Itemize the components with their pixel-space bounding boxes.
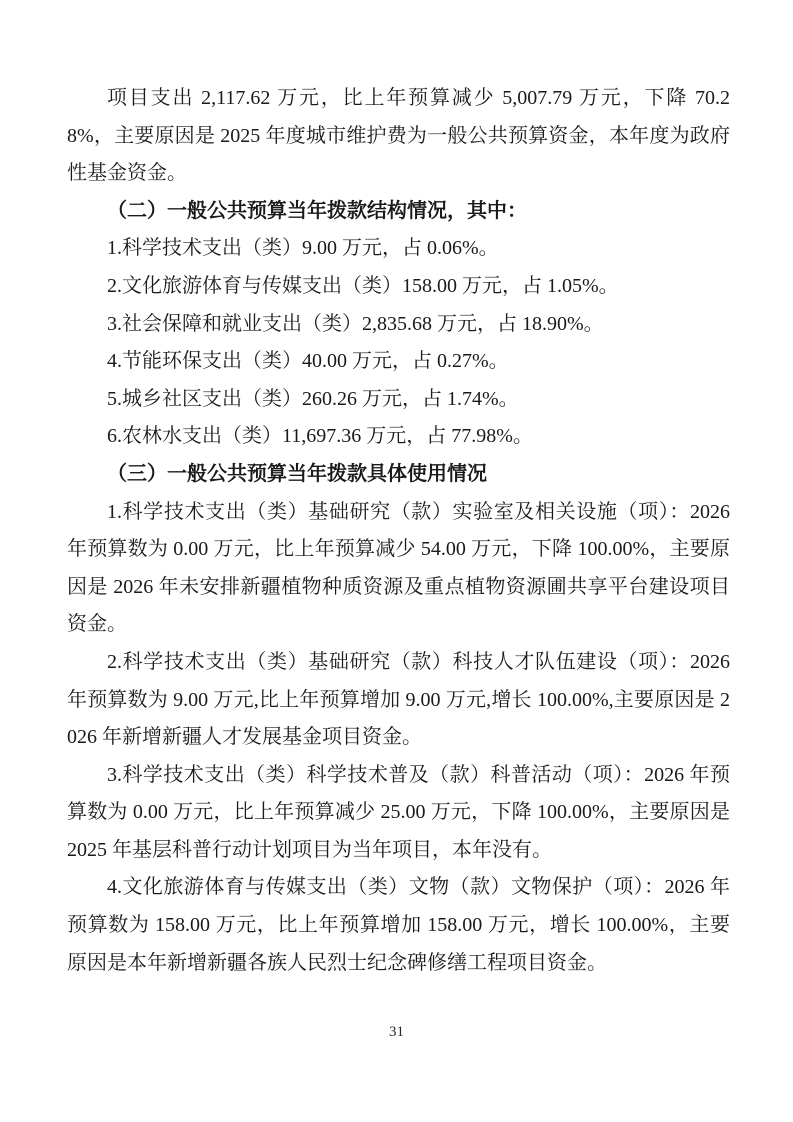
list-item-agriculture-water: 6.农林水支出（类）11,697.36 万元，占 77.98%。 bbox=[107, 425, 533, 448]
paragraph-talent-team: 2.科学技术支出（类）基础研究（款）科技人才队伍建设（项）：2026 年预算数为 9.00 万元,比上年预算增加 9.00 万元,增长 100.00%,主要原因是 2026 年新增新疆人才发展基金项目资金。 bbox=[67, 650, 730, 749]
list-item-urban-rural: 5.城乡社区支出（类）260.26 万元，占 1.74%。 bbox=[107, 387, 519, 410]
list-item-culture-tourism: 2.文化旅游体育与传媒支出（类）158.00 万元，占 1.05%。 bbox=[107, 274, 619, 297]
list-item-science-tech: 1.科学技术支出（类）9.00 万元，占 0.06%。 bbox=[107, 237, 499, 260]
section-heading-3: （三）一般公共预算当年拨款具体使用情况 bbox=[107, 462, 487, 485]
list-item-energy-conservation: 4.节能环保支出（类）40.00 万元，占 0.27%。 bbox=[107, 350, 509, 373]
list-item-social-security: 3.社会保障和就业支出（类）2,835.68 万元，占 18.90%。 bbox=[107, 312, 604, 335]
paragraph-project-expenditure: 项目支出 2,117.62 万元，比上年预算减少 5,007.79 万元，下降 70.28%，主要原因是 2025 年度城市维护费为一般公共预算资金，本年度为政府性基金资金。 bbox=[67, 87, 730, 185]
paragraph-science-popularization: 3.科学技术支出（类）科学技术普及（款）科普活动（项）：2026 年预算数为 0.00 万元，比上年预算减少 25.00 万元，下降 100.00%，主要原因是 2025 年基层科普行动计划项目为当年项目，本年没有。 bbox=[67, 763, 730, 861]
section-heading-2: （二）一般公共预算当年拨款结构情况，其中： bbox=[107, 199, 527, 222]
paragraph-lab-facilities: 1.科学技术支出（类）基础研究（款）实验室及相关设施（项）：2026 年预算数为 0.00 万元，比上年预算减少 54.00 万元，下降 100.00%，主要原因是 2026 年未安排新疆植物种质资源及重点植物资源圃共享平台建设项目资金。 bbox=[67, 500, 730, 636]
document-body bbox=[67, 80, 730, 982]
paragraph-cultural-relics: 4.文化旅游体育与传媒支出（类）文物（款）文物保护（项）：2026 年预算数为 158.00 万元，比上年预算增加 158.00 万元，增长 100.00%，主要原因是本年新增新疆各族人民烈士纪念碑修缮工程项目资金。 bbox=[67, 876, 730, 974]
page-number: 31 bbox=[389, 1024, 404, 1040]
